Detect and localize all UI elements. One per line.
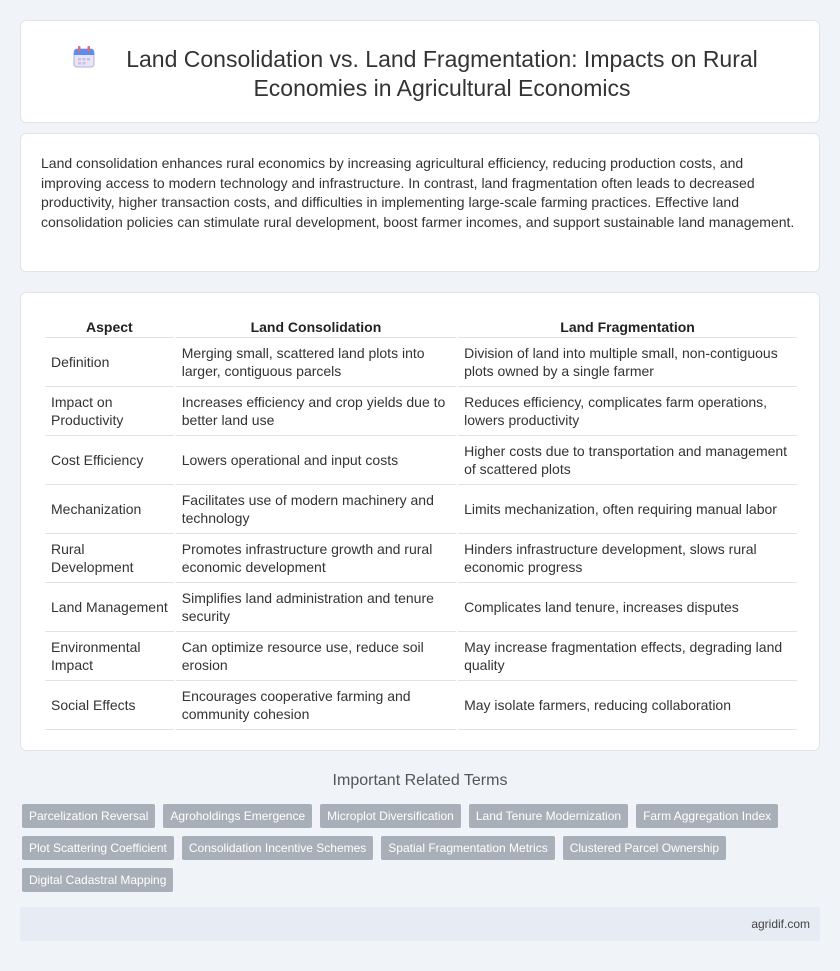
intro-text: Land consolidation enhances rural economics by increasing agricultural efficiency, reducing production costs, and improving access to modern technology and infrastructure. In contrast, land fragmentation often leads to decreased productivity, higher transaction costs, and difficulties in implementing large-scale farming practices. Effective land consolidation policies can stimulate rural development, boost farmer incomes, and support sustainable land management. [41,155,795,230]
comparison-table-card [20,292,820,751]
fragmentation-cell: May isolate farmers, reducing collaboration [458,681,797,730]
related-terms-title: Important Related Terms [332,772,508,789]
tag-land-tenure-modernization[interactable]: Land Tenure Modernization [469,804,628,828]
tag-farm-aggregation-index[interactable]: Farm Aggregation Index [636,804,778,828]
fragmentation-cell: Higher costs due to transportation and management of scattered plots [458,436,797,485]
fragmentation-cell: Reduces efficiency, complicates farm operations, lowers productivity [458,387,797,436]
table-row [45,338,797,387]
footer [20,907,820,941]
table-row [45,632,797,681]
table-row [45,681,797,730]
header-card [20,20,820,123]
tag-spatial-fragmentation-metrics[interactable]: Spatial Fragmentation Metrics [381,836,554,860]
consolidation-cell: Merging small, scattered land plots into larger, contiguous parcels [176,338,456,387]
column-header-fragmentation: Land Fragmentation [458,313,797,338]
aspect-cell: Mechanization [45,485,174,534]
tag-plot-scattering-coefficient[interactable]: Plot Scattering Coefficient [22,836,174,860]
consolidation-cell: Simplifies land administration and tenure security [176,583,456,632]
tag-clustered-parcel-ownership[interactable]: Clustered Parcel Ownership [563,836,726,860]
consolidation-cell: Lowers operational and input costs [176,436,456,485]
aspect-cell: Environmental Impact [45,632,174,681]
fragmentation-cell: Limits mechanization, often requiring manual labor [458,485,797,534]
aspect-cell: Land Management [45,583,174,632]
aspect-cell: Cost Efficiency [45,436,174,485]
consolidation-cell: Increases efficiency and crop yields due to better land use [176,387,456,436]
consolidation-cell: Can optimize resource use, reduce soil erosion [176,632,456,681]
column-header-aspect: Aspect [45,313,174,338]
related-terms-tags [22,804,822,892]
intro-card [20,133,820,272]
fragmentation-cell: Division of land into multiple small, non-contiguous plots owned by a single farmer [458,338,797,387]
column-header-consolidation: Land Consolidation [176,313,456,338]
tag-consolidation-incentive-schemes[interactable]: Consolidation Incentive Schemes [182,836,373,860]
aspect-cell: Social Effects [45,681,174,730]
table-header-row [45,313,797,338]
tag-digital-cadastral-mapping[interactable]: Digital Cadastral Mapping [22,868,173,892]
fragmentation-cell: Hinders infrastructure development, slows rural economic progress [458,534,797,583]
consolidation-cell: Facilitates use of modern machinery and technology [176,485,456,534]
table-row [45,485,797,534]
tag-agroholdings-emergence[interactable]: Agroholdings Emergence [163,804,312,828]
aspect-cell: Definition [45,338,174,387]
consolidation-cell: Encourages cooperative farming and community cohesion [176,681,456,730]
tag-microplot-diversification[interactable]: Microplot Diversification [320,804,461,828]
aspect-cell: Impact on Productivity [45,387,174,436]
fragmentation-cell: May increase fragmentation effects, degrading land quality [458,632,797,681]
aspect-cell: Rural Development [45,534,174,583]
table-row [45,436,797,485]
table-row [45,387,797,436]
footer-site-link[interactable]: agridif.com [751,917,810,931]
fragmentation-cell: Complicates land tenure, increases disputes [458,583,797,632]
table-row [45,583,797,632]
page-title: Land Consolidation vs. Land Fragmentation: Impacts on Rural Economies in Agricultural Economics [126,46,758,101]
consolidation-cell: Promotes infrastructure growth and rural economic development [176,534,456,583]
tag-parcelization-reversal[interactable]: Parcelization Reversal [22,804,155,828]
comparison-table [43,313,799,730]
table-row [45,534,797,583]
